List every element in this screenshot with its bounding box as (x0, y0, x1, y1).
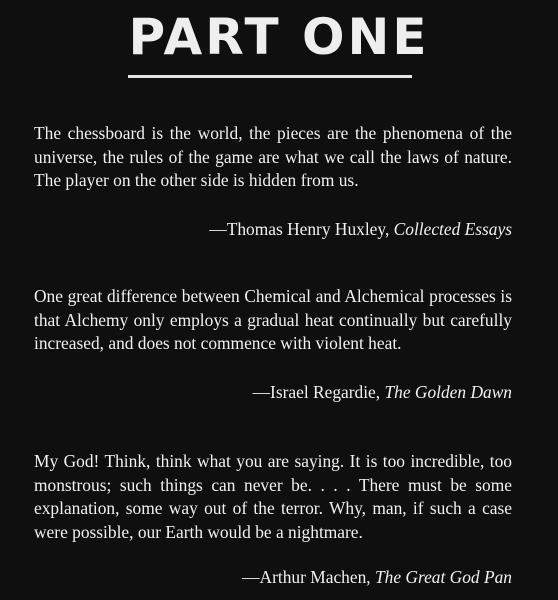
epigraph-attribution-regardie (253, 381, 512, 404)
epigraph-quote-machen: My God! Think, think what you are saying. It is too incredible, too monstrous; such things can never be. . . . There must be some explanation, some way out of the terror. Why, man, if such a case were possible, our Earth would be a nightmare. (34, 451, 512, 542)
page-title: PART ONE (128, 8, 430, 66)
attribution-author: —Arthur Machen, (242, 567, 375, 587)
attribution-work-title: The Great God Pan (374, 567, 512, 587)
attribution-work-title: Collected Essays (393, 219, 512, 239)
epigraph-attribution-machen (242, 566, 512, 589)
epigraph-quote-regardie: One great difference between Chemical and Alchemical processes is that Alchemy only employs a gradual heat continually but carefully increased, and does not commence with violent heat. (34, 286, 512, 353)
title-underline (128, 75, 412, 78)
attribution-author: —Israel Regardie, (252, 382, 385, 402)
epigraph-attribution-huxley (209, 218, 512, 241)
epigraph-quote-huxley: The chessboard is the world, the pieces are the phenomena of the universe, the rules of the game are what we call the laws of nature. The player on the other side is hidden from us. (34, 123, 512, 190)
attribution-work-title: The Golden Dawn (384, 382, 512, 402)
attribution-author: —Thomas Henry Huxley, (209, 219, 394, 239)
